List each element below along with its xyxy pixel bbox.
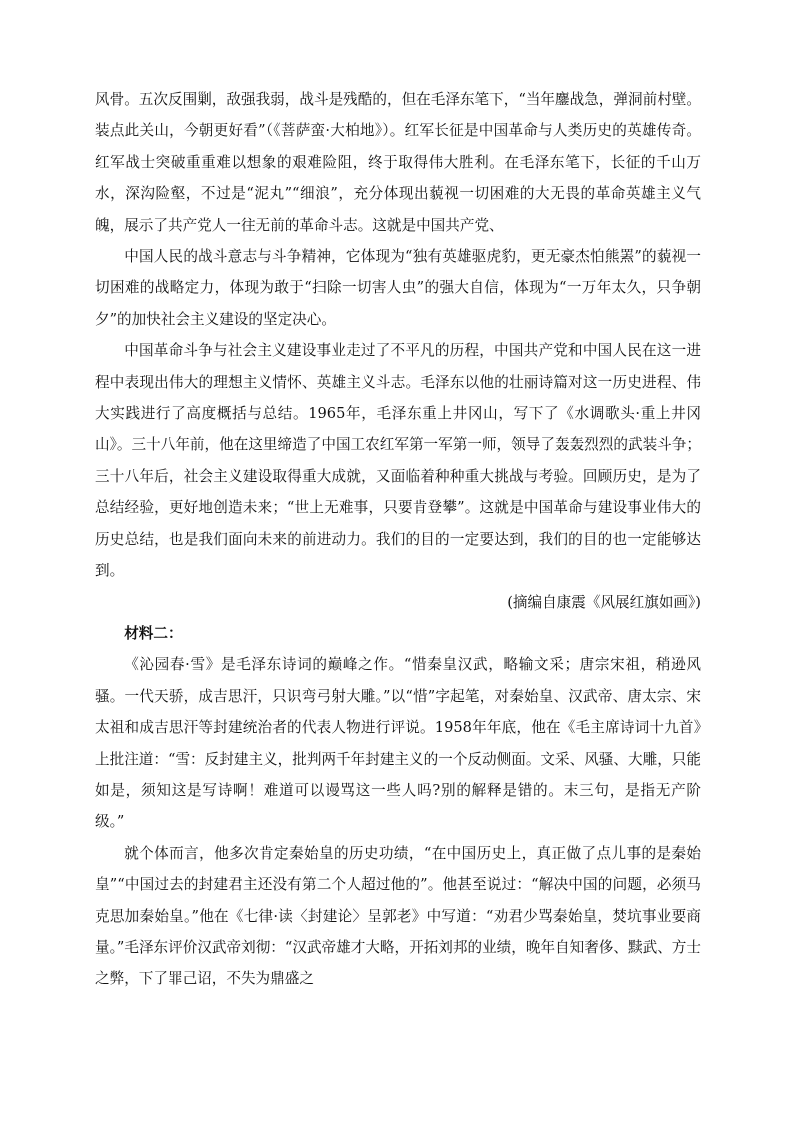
source-citation: (摘编自康震《风展红旗如画》) (507, 593, 701, 611)
paragraph-material1-1: 风骨。五次反围剿，敌强我弱，战斗是残酷的，但在毛泽东笔下，“当年鏖战急，弹洞前村壁。装点此关山，今朝更好看”（《菩萨蛮·大柏地》）。红军长征是中国革命与人类历史的英雄传奇。红军战士突破重重难以想象的艰难险阻，终于取得伟大胜利。在毛泽东笔下，长征的千山万水，深沟险壑，不过是“泥丸”“细浪”，充分体现出藐视一切困难的大无畏的革命英雄主义气魄，展示了共产党人一往无前的革命斗志。这就是中国共产党、 (95, 91, 701, 234)
paragraph-material1-2: 中国人民的战斗意志与斗争精神，它体现为“独有英雄驱虎豹，更无豪杰怕熊罴”的藐视一切困难的战略定力，体现为敢于“扫除一切害人虫”的强大自信，体现为“一万年太久，只争朝夕”的加快社会主义建设的坚定决心。 (95, 248, 701, 328)
paragraph-material1-3: 中国革命斗争与社会主义建设事业走过了不平凡的历程，中国共产党和中国人民在这一进程中表现出伟大的理想主义情怀、英雄主义斗志。毛泽东以他的壮丽诗篇对这一历史进程、伟大实践进行了高度概括与总结。1965年，毛泽东重上井冈山，写下了《水调歌头·重上井冈山》。三十八年前，他在这里缔造了中国工农红军第一军第一师，领导了轰轰烈烈的武装斗争；三十八年后，社会主义建设取得重大成就，又面临着种种重大挑战与考验。回顾历史，是为了总结经验，更好地创造未来；“世上无难事，只要肯登攀”。这就是中国革命与建设事业伟大的历史总结，也是我们面向未来的前进动力。我们的目的一定要达到，我们的目的也一定能够达到。 (95, 342, 701, 580)
document-page (95, 84, 701, 995)
material2-heading: 材料二： (124, 624, 183, 642)
paragraph-material2-1: 《沁园春·雪》是毛泽东诗词的巅峰之作。“惜秦皇汉武，略输文采；唐宗宋祖，稍逊风骚。一代天骄，成吉思汗，只识弯弓射大雕。”以“惜”字起笔，对秦始皇、汉武帝、唐太宗、宋太祖和成吉思汗等封建统治者的代表人物进行评说。1958年年底，他在《毛主席诗词十九首》上批注道：“雪：反封建主义，批判两千年封建主义的一个反动侧面。文采、风骚、大雕，只能如是，须知这是写诗啊！难道可以谩骂这一些人吗?别的解释是错的。末三句，是指无产阶级。” (95, 656, 701, 831)
paragraph-material2-2: 就个体而言，他多次肯定秦始皇的历史功绩，“在中国历史上，真正做了点儿事的是秦始皇”“中国过去的封建君主还没有第二个人超过他的”。他甚至说过：“解决中国的问题，必须马克思加秦始皇。”他在《七律·读〈封建论〉呈郭老》中写道：“劝君少骂秦始皇，焚坑事业要商量。”毛泽东评价汉武帝刘彻：“汉武帝雄才大略，开拓刘邦的业绩，晚年自知奢侈、黩武、方士之弊，下了罪己诏，不失为鼎盛之 (95, 844, 701, 988)
